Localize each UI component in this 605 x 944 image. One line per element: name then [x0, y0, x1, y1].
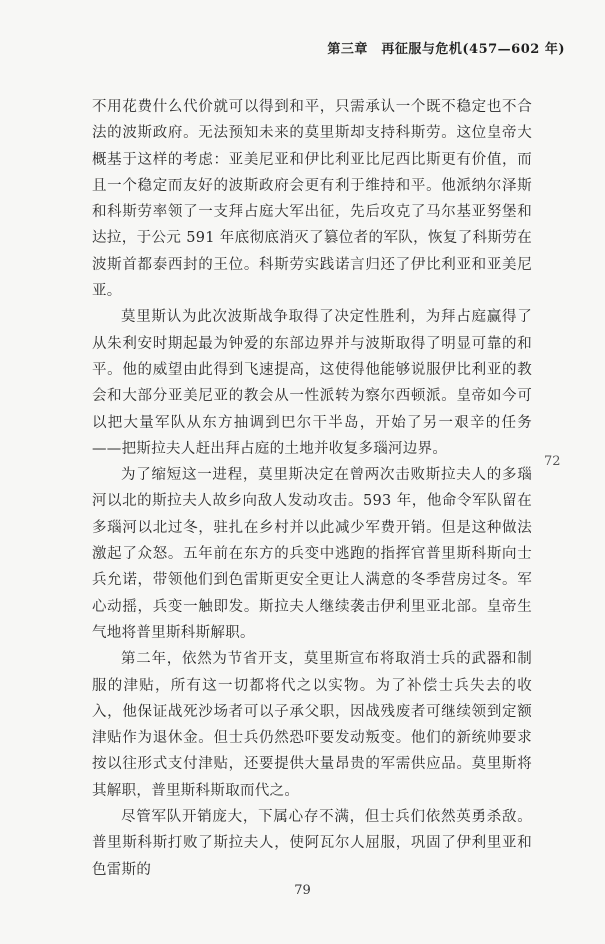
- page-number: 79: [294, 883, 311, 898]
- paragraph-2: 莫里斯认为此次波斯战争取得了决定性胜利，为拜占庭赢得了从朱利安时期起最为钟爱的东部边界并与波斯取得了明显可靠的和平。他的威望由此得到飞速提高，这使得他能够说服伊比利亚的教会和大部分亚美尼亚的教会从一性派转为察尔西顿派。皇帝如今可以把大量军队从东方抽调到巴尔干半岛，开始了另一艰辛的任务——把斯拉夫人赶出拜占庭的土地并收复多瑙河边界。: [92, 309, 532, 457]
- paragraph-4: 第二年，依然为节省开支，莫里斯宣布将取消士兵的武器和制服的津贴，所有这一切都将代之以实物。为了补偿士兵失去的收入，他保证战死沙场者可以子承父职，因战残废者可继续领到定额津贴作为退休金。但士兵仍然恐吓要发动叛变。他们的新统帅要求按以往形式支付津贴，还要提供大量昂贵的军需供应品。莫里斯将其解职，普里斯科斯取而代之。: [92, 651, 532, 799]
- running-header: 第三章 再征服与危机(457—602 年): [327, 42, 565, 57]
- paragraph-1: 不用花费什么代价就可以得到和平，只需承认一个既不稳定也不合法的波斯政府。无法预知未来的莫里斯却支持科斯劳。这位皇帝大概基于这样的考虑：亚美尼亚和伊比利亚比尼西比斯更有价值，而且一个稳定而友好的波斯政府会更有利于维持和平。他派纳尔泽斯和科斯劳率领了一支拜占庭大军出征，先后攻克了马尔基亚努堡和达拉，于公元 591 年底彻底消灭了篡位者的军队，恢复了科斯劳在波斯首都泰西封的王位。科斯劳实践诺言归还了伊比利亚和亚美尼亚。: [92, 99, 532, 300]
- paragraph-3: 为了缩短这一进程，莫里斯决定在曾两次击败斯拉夫人的多瑙河以北的斯拉夫人故乡向敌人发动攻击。593 年，他命令军队留在多瑙河以北过冬，驻扎在乡村并以此减少军费开销。但是这种做法激起了众怒。五年前在东方的兵变中逃跑的指挥官普里斯科斯向士兵允诺，带领他们到色雷斯更安全更让人满意的冬季营房过冬。军心动摇，兵变一触即发。斯拉夫人继续袭击伊利里亚北部。皇帝生气地将普里斯科斯解职。: [92, 467, 532, 641]
- paragraph-5: 尽管军队开销庞大，下属心存不满，但士兵们依然英勇杀敌。普里斯科斯打败了斯拉夫人，使阿瓦尔人屈服，巩固了伊利里亚和色雷斯的: [92, 809, 532, 878]
- original-page-reference: 72: [544, 454, 561, 469]
- body-text: [92, 94, 532, 883]
